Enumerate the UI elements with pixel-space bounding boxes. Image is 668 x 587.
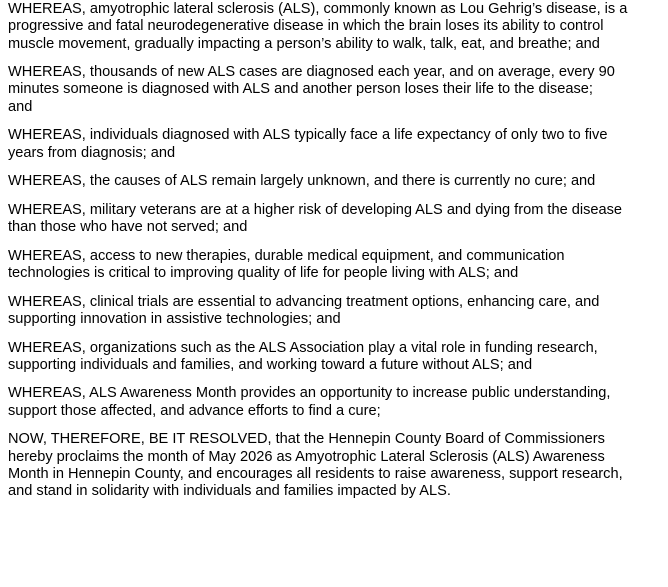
text-line: WHEREAS, individuals diagnosed with ALS typically face a life expectancy of only two to five [8,127,608,144]
text-line: years from diagnosis; and [8,144,176,161]
whereas-paragraph-organizations [8,340,666,375]
text-line: WHEREAS, ALS Awareness Month provides an opportunity to increase public understanding, [8,385,611,402]
text-line: minutes someone is diagnosed with ALS and another person loses their life to the disease; [8,81,593,98]
text-line: progressive and fatal neurodegenerative disease in which the brain loses its ability to control [8,18,604,35]
whereas-paragraph-clinical-trials [8,294,666,329]
text-line: WHEREAS, the causes of ALS remain largely unknown, and there is currently no cure; and [8,173,596,190]
whereas-paragraph-therapies [8,248,666,283]
text-line: hereby proclaims the month of May 2026 as Amyotrophic Lateral Sclerosis (ALS) Awareness [8,448,605,465]
text-line: muscle movement, gradually impacting a person’s ability to walk, talk, eat, and breathe; and [8,35,600,52]
text-line: WHEREAS, access to new therapies, durable medical equipment, and communication [8,247,565,264]
whereas-paragraph-awareness-month [8,385,666,420]
text-line: support those affected, and advance efforts to find a cure; [8,402,381,419]
whereas-paragraph-life-expectancy [8,127,666,162]
text-line: supporting individuals and families, and working toward a future without ALS; and [8,356,533,373]
text-line: WHEREAS, military veterans are at a higher risk of developing ALS and dying from the disease [8,201,623,218]
whereas-paragraph-diagnosis-rate [8,64,666,116]
whereas-paragraph-causes [8,173,666,190]
text-line: technologies is critical to improving quality of life for people living with ALS; and [8,265,519,282]
text-line: and [8,98,33,115]
text-line: and stand in solidarity with individuals and families impacted by ALS. [8,483,451,500]
text-line: WHEREAS, amyotrophic lateral sclerosis (ALS), commonly known as Lou Gehrig’s disease, is a [8,1,628,17]
text-line: NOW, THEREFORE, BE IT RESOLVED, that the Hennepin County Board of Commissioners [8,431,605,448]
text-line: than those who have not served; and [8,219,248,236]
whereas-paragraph-als-definition [8,1,666,53]
text-line: WHEREAS, thousands of new ALS cases are diagnosed each year, and on average, every 90 [8,64,615,81]
text-line: WHEREAS, clinical trials are essential to advancing treatment options, enhancing care, and [8,293,600,310]
whereas-paragraph-veterans [8,202,666,237]
text-line: WHEREAS, organizations such as the ALS Association play a vital role in funding research, [8,339,598,356]
text-line: Month in Hennepin County, and encourages all residents to raise awareness, support research, [8,465,623,482]
text-line: supporting innovation in assistive technologies; and [8,310,341,327]
resolution-paragraph [8,431,666,500]
proclamation-document [8,1,666,512]
